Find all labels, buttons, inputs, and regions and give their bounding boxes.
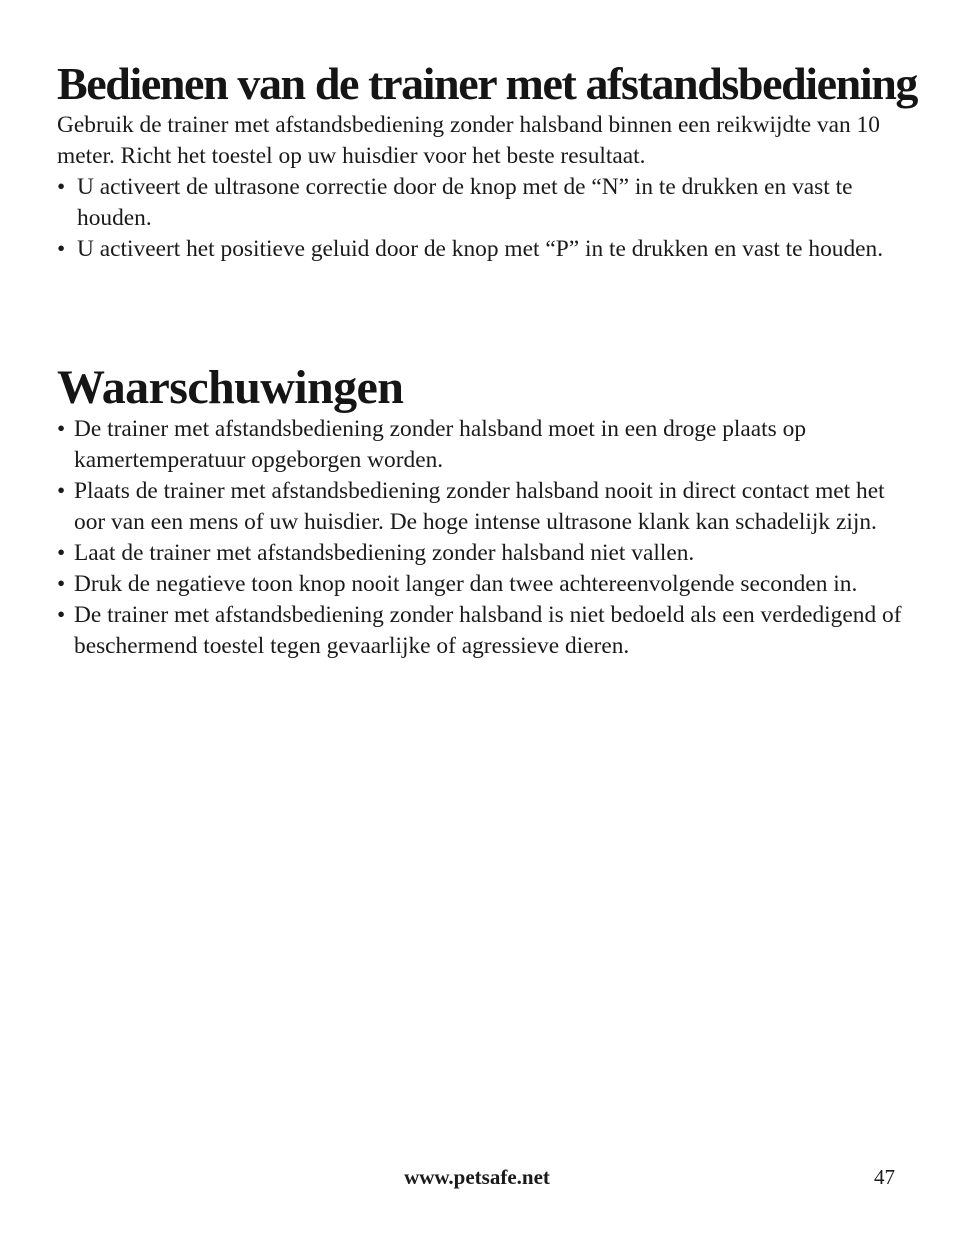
operation-section xyxy=(57,58,918,265)
warnings-section xyxy=(57,362,907,662)
warnings-heading: Waarschuwingen xyxy=(57,361,404,414)
bullet-icon: • xyxy=(57,478,66,504)
list-item-text: U activeert het positieve geluid door de knop met “P” in te drukken en vast te houden. xyxy=(77,236,884,262)
page-number: 47 xyxy=(874,1165,895,1189)
bullet-icon: • xyxy=(57,571,66,597)
list-item xyxy=(57,538,907,569)
bullet-icon: • xyxy=(57,540,66,566)
list-item-text: Laat de trainer met afstandsbediening zonder halsband niet vallen. xyxy=(74,540,695,566)
operation-paragraph: Gebruik de trainer met afstandsbediening zonder halsband binnen een reikwijdte van 10 meter. Richt het toestel op uw huisdier voor het beste resultaat. xyxy=(57,112,880,169)
bullet-icon: • xyxy=(57,236,66,262)
operation-heading: Bedienen van de trainer met afstandsbediening xyxy=(57,58,918,109)
list-item xyxy=(57,234,907,265)
bullet-icon: • xyxy=(57,602,66,628)
website-link[interactable]: www.petsafe.net xyxy=(404,1165,550,1189)
list-item xyxy=(57,600,907,662)
list-item xyxy=(57,569,907,600)
bullet-icon: • xyxy=(57,174,66,200)
list-item-text: Plaats de trainer met afstandsbediening zonder halsband nooit in direct contact met het oor van een mens of uw huisdier. De hoge intense ultrasone klank kan schadelijk zijn. xyxy=(74,478,885,535)
list-item-text: Druk de negatieve toon knop nooit langer dan twee achtereenvolgende seconden in. xyxy=(74,571,858,597)
warnings-bullet-list xyxy=(57,414,907,662)
list-item xyxy=(57,172,907,234)
list-item xyxy=(57,414,907,476)
bullet-icon: • xyxy=(57,416,66,442)
list-item xyxy=(57,476,907,538)
operation-bullet-list xyxy=(57,172,907,265)
list-item-text: U activeert de ultrasone correctie door de knop met de “N” in te drukken en vast te houden. xyxy=(77,174,853,231)
list-item-text: De trainer met afstandsbediening zonder halsband moet in een droge plaats op kamertemperatuur opgeborgen worden. xyxy=(74,416,807,473)
list-item-text: De trainer met afstandsbediening zonder halsband is niet bedoeld als een verdedigend of beschermend toestel tegen gevaarlijke of agressieve dieren. xyxy=(74,602,902,659)
